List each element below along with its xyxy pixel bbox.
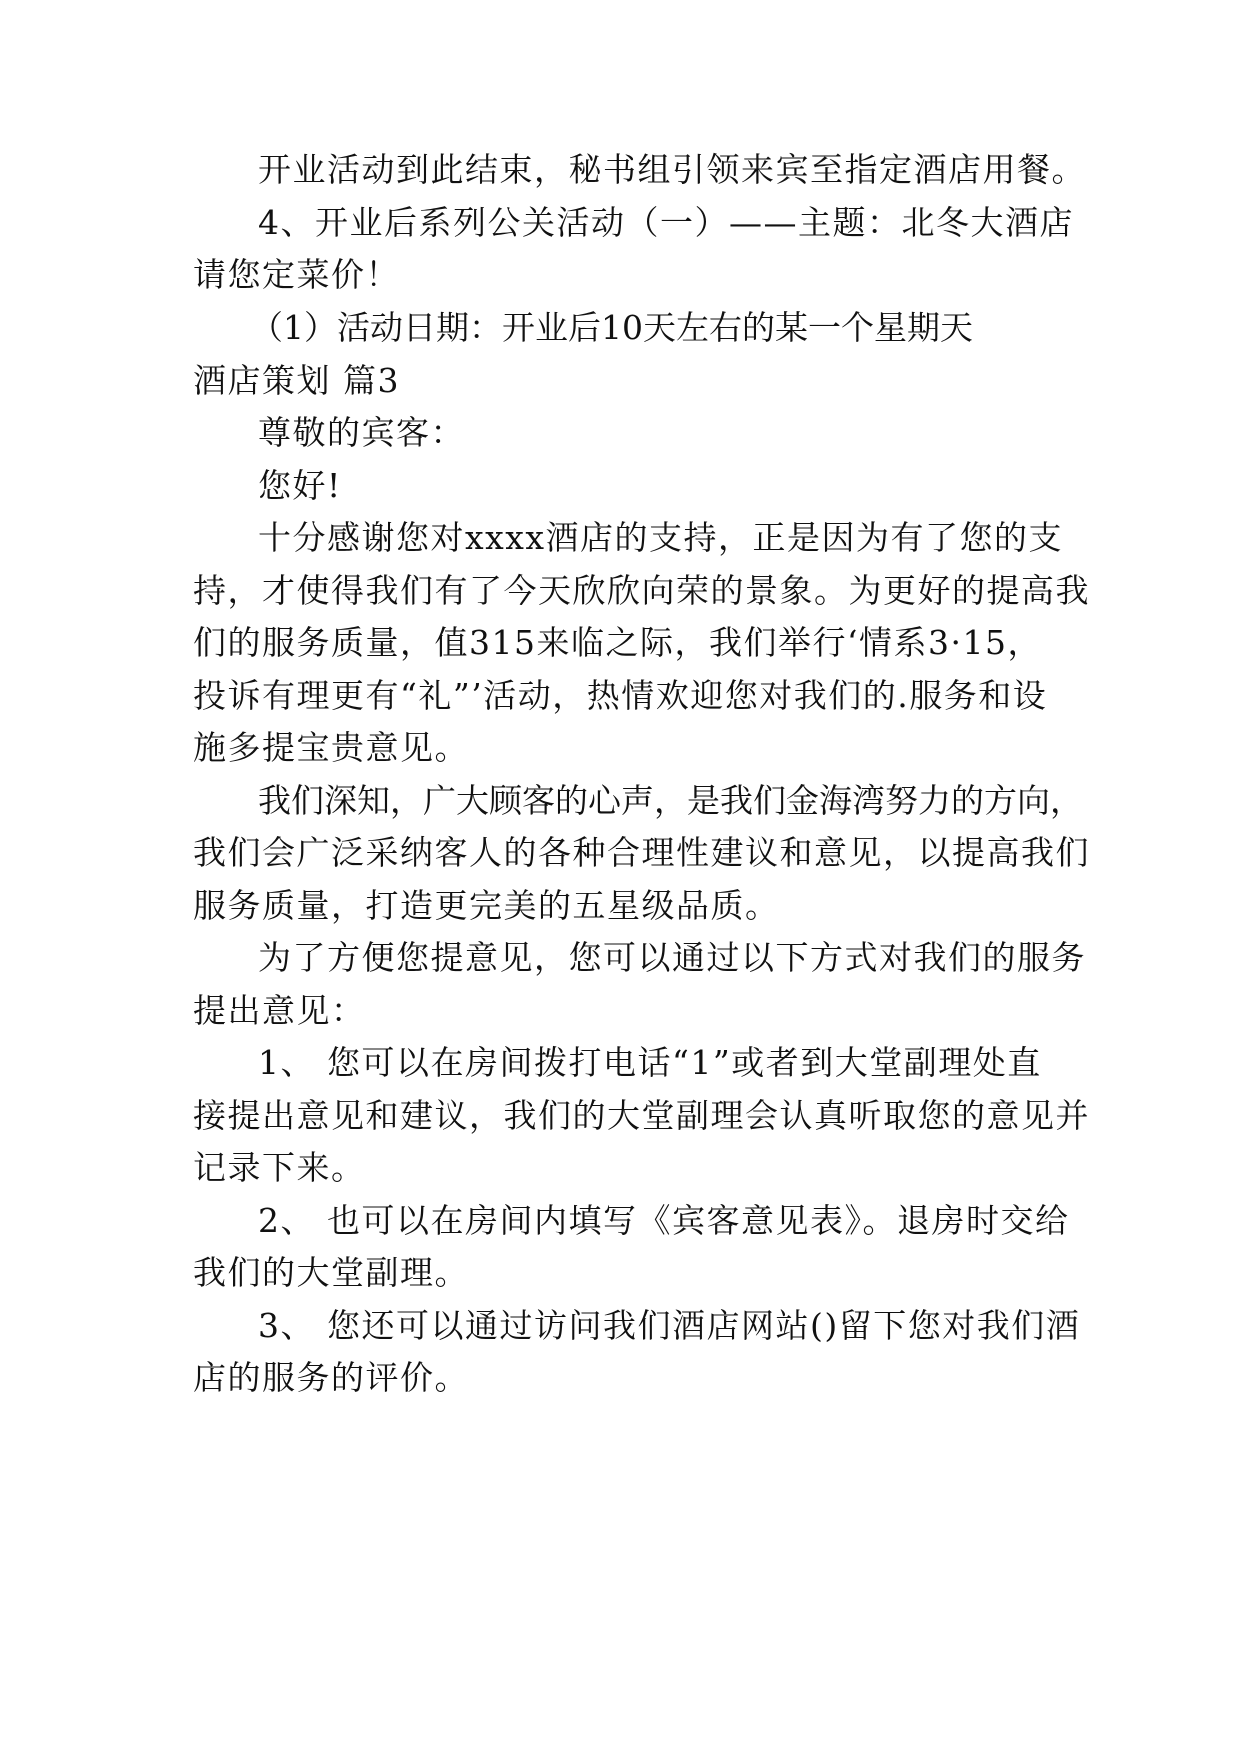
paragraph-line: 开业活动到此结束，秘书组引领来宾至指定酒店用餐。	[258, 150, 1086, 189]
paragraph-line: （1）活动日期：开业后10天左右的某一个星期天	[250, 308, 973, 347]
paragraph-line: 4、开业后系列公关活动（一）——主题：北冬大酒店	[258, 203, 1074, 242]
paragraph-line: 施多提宝贵意见。	[193, 728, 469, 767]
list-item-1-line: 1、 您可以在房间拨打电话“1”或者到大堂副理处直	[258, 1043, 1042, 1082]
list-item-2-line: 2、 也可以在房间内填写《宾客意见表》。退房时交给	[258, 1201, 1070, 1240]
paragraph-line: 提出意见：	[193, 991, 366, 1030]
paragraph-line: 服务质量，打造更完美的五星级品质。	[193, 886, 780, 925]
section-heading: 酒店策划 篇3	[193, 361, 400, 400]
paragraph-line: 我们会广泛采纳客人的各种合理性建议和意见，以提高我们	[193, 833, 1090, 872]
paragraph-line: 投诉有理更有“礼”’活动，热情欢迎您对我们的.服务和设	[193, 676, 1048, 715]
list-item-3-line: 店的服务的评价。	[193, 1358, 469, 1397]
paragraph-line: 为了方便您提意见，您可以通过以下方式对我们的服务	[258, 938, 1086, 977]
paragraph-line: 我们深知，广大顾客的心声，是我们金海湾努力的方向，	[258, 781, 1083, 820]
list-item-1-line: 接提出意见和建议，我们的大堂副理会认真听取您的意见并	[193, 1096, 1090, 1135]
greeting: 您好!	[258, 466, 342, 505]
paragraph-line: 请您定菜价！	[193, 255, 400, 294]
list-item-3-line: 3、 您还可以通过访问我们酒店网站()留下您对我们酒	[258, 1306, 1081, 1345]
paragraph-line: 们的服务质量，值315来临之际，我们举行‘情系3·15，	[193, 623, 1042, 662]
paragraph-line: 持，才使得我们有了今天欣欣向荣的景象。为更好的提高我	[193, 571, 1090, 610]
list-item-1-line: 记录下来。	[193, 1148, 366, 1187]
list-item-2-line: 我们的大堂副理。	[193, 1253, 469, 1292]
paragraph-line: 十分感谢您对xxxx酒店的支持，正是因为有了您的支	[258, 518, 1063, 557]
salutation: 尊敬的宾客：	[258, 413, 465, 452]
